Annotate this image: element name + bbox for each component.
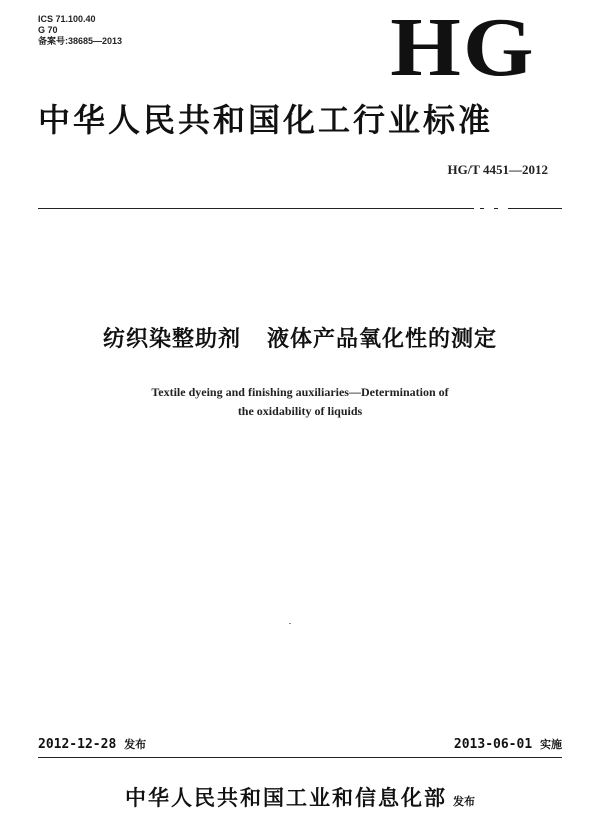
- standard-number: HG/T 4451—2012: [447, 162, 548, 177]
- header-divider-end: [508, 208, 562, 209]
- publish-date-line: [38, 737, 146, 753]
- issuer-line: [0, 785, 600, 815]
- publish-label: 发布: [124, 738, 147, 751]
- issuer-name: 中华人民共和国工业和信息化部: [125, 786, 447, 810]
- document-title-en-line2: the oxidability of liquids: [237, 404, 363, 418]
- ccs-code: G 70: [38, 25, 58, 35]
- document-title-cn: 纺织染整助剂 液体产品氧化性的测定: [103, 327, 497, 352]
- document-title-en-line1: Textile dyeing and finishing auxiliaries—Determination of: [151, 385, 449, 399]
- hg-logo: HG: [390, 1, 536, 94]
- header-divider-dash: [494, 208, 498, 209]
- issuer-suffix: 发布: [453, 795, 475, 808]
- org-title: 中华人民共和国化工行业标准: [38, 101, 494, 139]
- implement-date-line: [454, 737, 562, 753]
- scan-speck: [289, 623, 291, 624]
- header-divider: [38, 208, 474, 209]
- implement-date: 2013-06-01: [453, 737, 533, 752]
- filing-number: 备案号:38685—2013: [38, 36, 123, 46]
- footer-divider: [38, 757, 562, 758]
- implement-label: 实施: [540, 738, 562, 751]
- header-divider-dash: [480, 208, 484, 209]
- ics-code: ICS 71.100.40: [38, 14, 96, 24]
- publish-date: 2012-12-28: [38, 737, 117, 752]
